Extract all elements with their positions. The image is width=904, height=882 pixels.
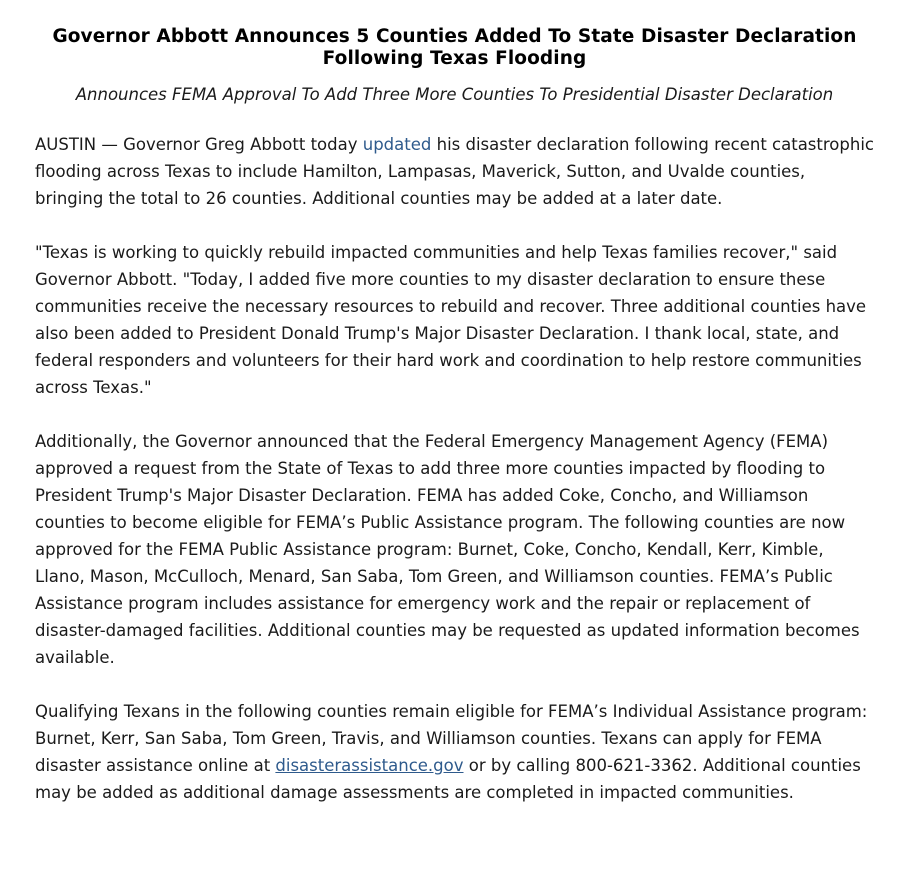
- paragraph-fema-public-assistance: Additionally, the Governor announced that the Federal Emergency Management Agency (FEMA) approved a request from the State of Texas to add three more counties impacted by flooding to President Trump's Major Disaster Declaration. FEMA has added Coke, Concho, and Williamson counties to become eligible for FEMA’s Public Assistance program. The following counties are now approved for the FEMA Public Assistance program: Burnet, Coke, Concho, Kendall, Kerr, Kimble, Llano, Mason, McCulloch, Menard, San Saba, Tom Green, and Williamson counties. FEMA’s Public Assistance program includes assistance for emergency work and the repair or replacement of disaster-damaged facilities. Additional counties may be requested as updated information becomes available.: [35, 432, 860, 667]
- paragraph-individual-text-after: or by calling 800-621-3362. Additional counties may be added as additional damage assessments are completed in impacted communities.: [35, 756, 861, 802]
- paragraph-intro: [35, 131, 874, 212]
- paragraph-intro-text-after: his disaster declaration following recent catastrophic flooding across Texas to include Hamilton, Lampasas, Maverick, Sutton, and Uvalde counties, bringing the total to 26 counties. Additional counties may be added at a later date.: [35, 135, 874, 208]
- updated-link[interactable]: updated: [362, 135, 432, 154]
- page-title: Governor Abbott Announces 5 Counties Added To State Disaster Declaration Following Texas Flooding: [52, 26, 857, 69]
- page-subtitle: Announces FEMA Approval To Add Three More Counties To Presidential Disaster Declaration: [75, 85, 834, 104]
- disasterassistance-link[interactable]: disasterassistance.gov: [275, 756, 464, 775]
- paragraph-individual-assistance: [35, 698, 874, 806]
- paragraph-individual-text-before: Qualifying Texans in the following counties remain eligible for FEMA’s Individual Assistance program: Burnet, Kerr, San Saba, Tom Green, Travis, and Williamson counties. Texans can apply for FEMA disaster assistance online at: [35, 702, 868, 775]
- paragraph-quote: "Texas is working to quickly rebuild impacted communities and help Texas families recover," said Governor Abbott. "Today, I added five more counties to my disaster declaration to ensure these communities receive the necessary resources to rebuild and recover. Three additional counties have also been added to President Donald Trump's Major Disaster Declaration. I thank local, state, and federal responders and volunteers for their hard work and coordination to help restore communities across Texas.": [35, 243, 867, 397]
- paragraph-intro-text-before: AUSTIN — Governor Greg Abbott today: [35, 135, 363, 154]
